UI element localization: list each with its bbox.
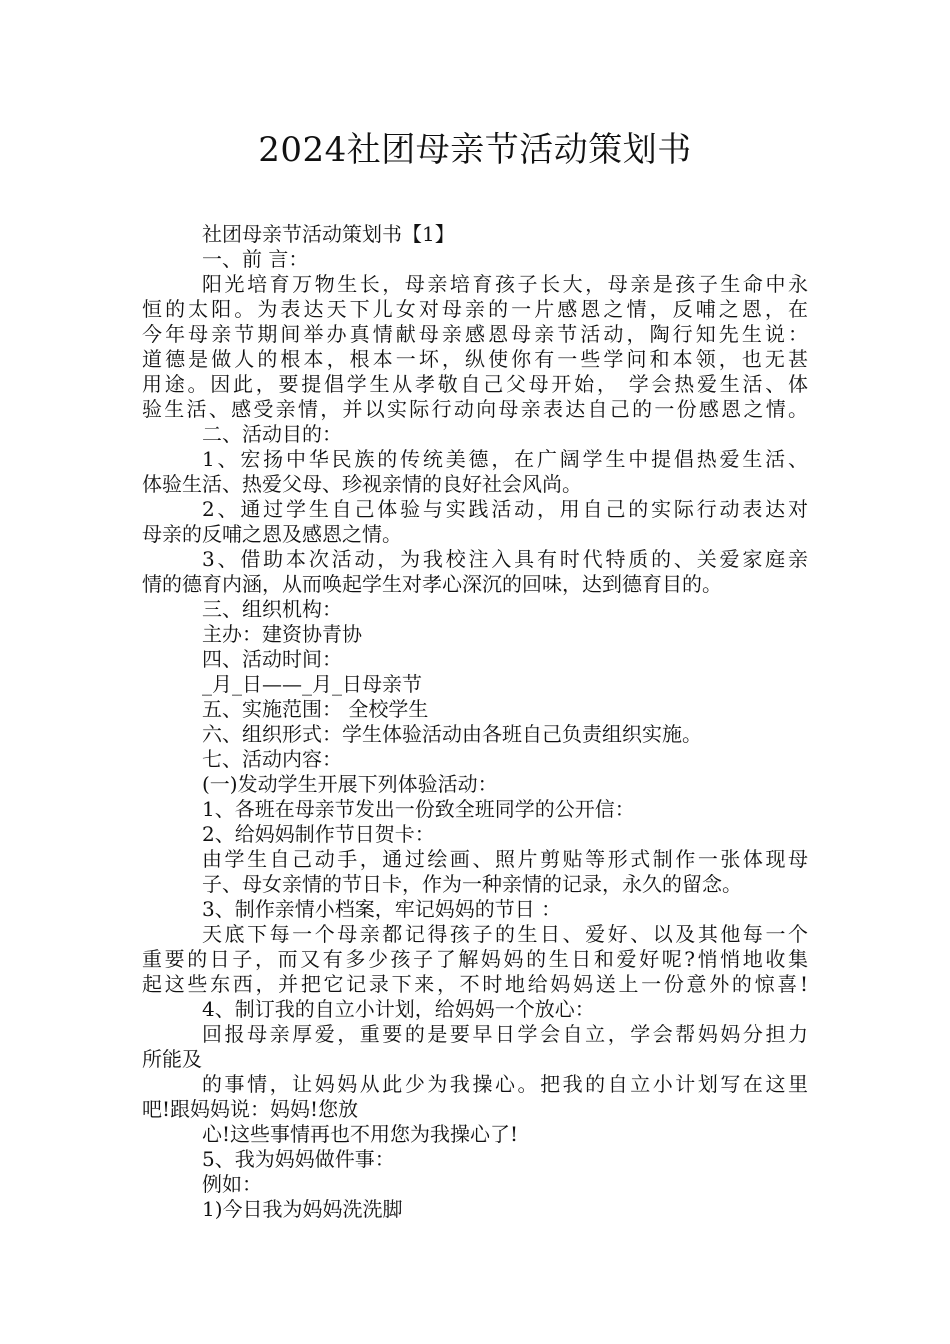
body-line: 的事情，让妈妈从此少为我操心。把我的自立小计划写在这里 [202, 1072, 808, 1096]
body-line: 五、实施范围： 全校学生 [202, 697, 429, 721]
body-line: 重要的日子，而又有多少孩子了解妈妈的生日和爱好呢?悄悄地收集 [142, 947, 808, 971]
body-line: 由学生自己动手，通过绘画、照片剪贴等形式制作一张体现母 [202, 847, 808, 871]
body-line: 所能及 [142, 1047, 202, 1071]
document-title: 2024社团母亲节活动策划书 [258, 130, 692, 170]
body-line: 5、我为妈妈做件事： [202, 1147, 395, 1171]
body-line: 例如： [202, 1172, 262, 1196]
body-line: 吧!跟妈妈说：妈妈!您放 [142, 1097, 359, 1121]
body-line: 一、前 言： [202, 247, 309, 271]
body-line: 七、活动内容： [202, 747, 342, 771]
body-line: 子、母女亲情的节日卡，作为一种亲情的记录，永久的留念。 [202, 872, 742, 896]
body-line: 验生活、感受亲情，并以实际行动向母亲表达自己的一份感恩之情。 [142, 397, 808, 421]
body-line: 今年母亲节期间举办真情献母亲感恩母亲节活动，陶行知先生说： [142, 322, 808, 346]
body-line: 3、借助本次活动，为我校注入具有时代特质的、关爱家庭亲 [202, 547, 808, 571]
body-line: 心!这些事情再也不用您为我操心了! [202, 1122, 519, 1146]
body-line: 天底下每一个母亲都记得孩子的生日、爱好、以及其他每一个 [202, 922, 808, 946]
body-line: 二、活动目的： [202, 422, 342, 446]
document-body [142, 222, 808, 1222]
body-line: (一)发动学生开展下列体验活动： [202, 772, 498, 796]
body-line: 1)今日我为妈妈洗洗脚 [202, 1197, 403, 1221]
body-line: 主办：建资协青协 [202, 622, 362, 646]
body-line: 1、宏扬中华民族的传统美德，在广阔学生中提倡热爱生活、 [202, 447, 808, 471]
body-line: 2、给妈妈制作节日贺卡： [202, 822, 435, 846]
body-line: 用途。因此，要提倡学生从孝敬自己父母开始， 学会热爱生活、体 [142, 372, 808, 396]
body-line: 阳光培育万物生长，母亲培育孩子长大，母亲是孩子生命中永 [202, 272, 808, 296]
body-line: 2、通过学生自己体验与实践活动，用自己的实际行动表达对 [202, 497, 808, 521]
body-line: 回报母亲厚爱，重要的是要早日学会自立，学会帮妈妈分担力 [202, 1022, 808, 1046]
body-line: 体验生活、热爱父母、珍视亲情的良好社会风尚。 [142, 472, 582, 496]
body-line: 起这些东西，并把它记录下来，不时地给妈妈送上一份意外的惊喜! [142, 972, 808, 996]
body-line: 四、活动时间： [202, 647, 342, 671]
body-line: 恒的太阳。为表达天下儿女对母亲的一片感恩之情，反哺之恩，在 [142, 297, 808, 321]
body-line: 道德是做人的根本，根本一坏，纵使你有一些学问和本领，也无甚 [142, 347, 808, 371]
body-line: 社团母亲节活动策划书【1】 [202, 222, 455, 246]
body-line: 六、组织形式：学生体验活动由各班自己负责组织实施。 [202, 722, 702, 746]
body-line: 3、制作亲情小档案，牢记妈妈的节日 ： [202, 897, 562, 921]
body-line: 4、制订我的自立小计划，给妈妈一个放心： [202, 997, 595, 1021]
body-line: 母亲的反哺之恩及感恩之情。 [142, 522, 402, 546]
body-line: 情的德育内涵，从而唤起学生对孝心深沉的回味，达到德育目的。 [142, 572, 722, 596]
body-line: _月_日——_月_日母亲节 [202, 672, 422, 696]
body-line: 三、组织机构： [202, 597, 342, 621]
body-line: 1、各班在母亲节发出一份致全班同学的公开信： [202, 797, 635, 821]
